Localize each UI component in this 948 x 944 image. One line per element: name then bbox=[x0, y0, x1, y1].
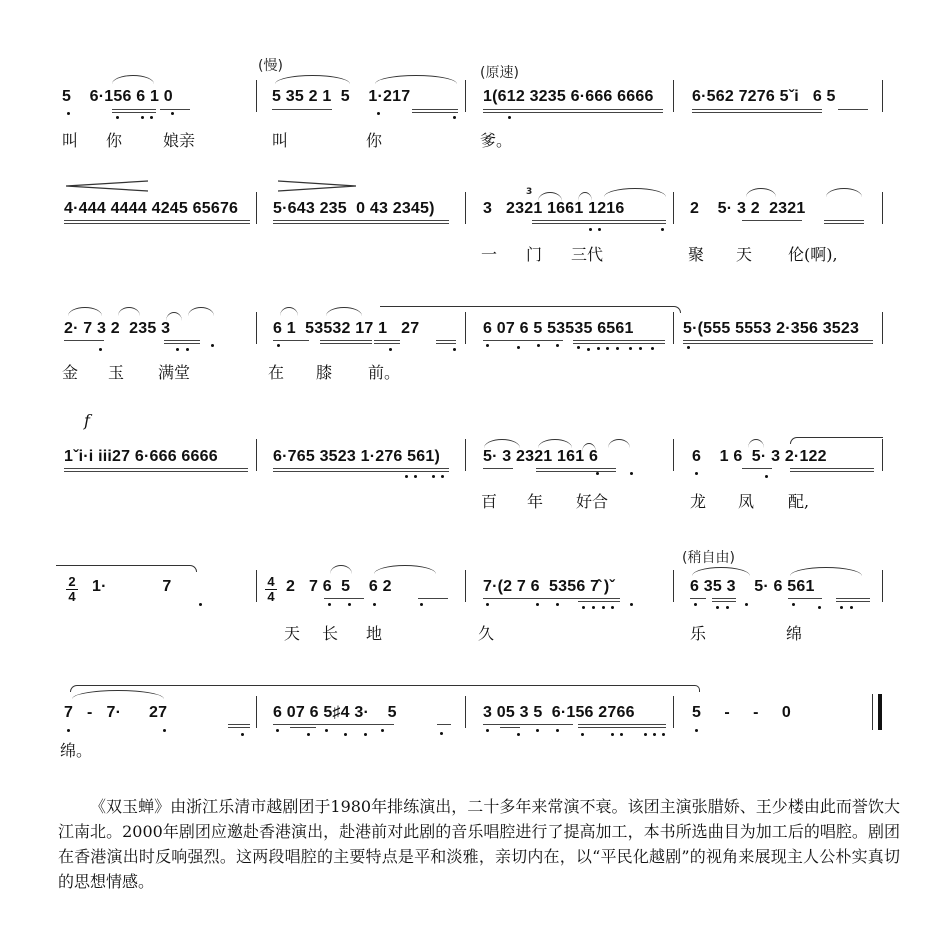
slur bbox=[746, 188, 776, 197]
measure-notes: 6·562 7276 5ˇi 6 5 bbox=[692, 88, 836, 105]
low-octave-dot bbox=[536, 729, 539, 732]
low-octave-dot bbox=[726, 606, 729, 609]
measure-notes: 1(612 3235 6·666 6666 bbox=[483, 88, 654, 105]
beam bbox=[290, 724, 316, 725]
crescendo-hairpin bbox=[66, 180, 150, 192]
lyric: 凤 bbox=[738, 492, 755, 511]
beam bbox=[578, 724, 666, 725]
low-octave-dot bbox=[199, 603, 202, 606]
lyric: 长 bbox=[322, 624, 339, 643]
low-octave-dot bbox=[150, 116, 153, 119]
barline bbox=[882, 80, 883, 112]
low-octave-dot bbox=[630, 472, 633, 475]
barline bbox=[882, 192, 883, 224]
low-octave-dot bbox=[486, 344, 489, 347]
low-octave-dot bbox=[389, 348, 392, 351]
measure-notes: 6·765 3523 1·276 561) bbox=[273, 448, 440, 465]
low-octave-dot bbox=[644, 733, 647, 736]
low-octave-dot bbox=[486, 729, 489, 732]
low-octave-dot bbox=[556, 344, 559, 347]
beam bbox=[683, 340, 873, 341]
low-octave-dot bbox=[695, 472, 698, 475]
beam bbox=[160, 109, 190, 110]
low-octave-dot bbox=[211, 344, 214, 347]
triplet-mark: 3 bbox=[526, 187, 533, 197]
measure-notes: 1· 7 bbox=[92, 578, 172, 595]
beam bbox=[838, 109, 868, 110]
commentary-paragraph bbox=[58, 794, 900, 894]
low-octave-dot bbox=[67, 112, 70, 115]
barline bbox=[256, 696, 257, 728]
beam bbox=[374, 340, 400, 341]
beam bbox=[436, 340, 456, 341]
lyric: 伦(啊), bbox=[788, 245, 838, 264]
low-octave-dot bbox=[630, 603, 633, 606]
low-octave-dot bbox=[840, 606, 843, 609]
system-2 bbox=[0, 170, 948, 280]
low-octave-dot bbox=[687, 346, 690, 349]
measure-notes: 2 7 6 5 6 2 bbox=[286, 578, 392, 595]
low-octave-dot bbox=[344, 733, 347, 736]
beam bbox=[64, 468, 248, 469]
low-octave-dot bbox=[241, 733, 244, 736]
slur bbox=[188, 307, 214, 316]
measure-notes: 2 5· 3 2 2321 bbox=[690, 200, 806, 217]
measure-notes: 6 35 3 5· 6 561 bbox=[690, 578, 815, 595]
slur bbox=[692, 567, 750, 576]
beam bbox=[320, 340, 372, 341]
lyric: 龙 bbox=[690, 492, 707, 511]
beam bbox=[64, 340, 104, 341]
tempo-mark-somewhat-free: (稍自由) bbox=[682, 550, 735, 566]
lyric: 金 bbox=[62, 363, 79, 382]
low-octave-dot bbox=[589, 228, 592, 231]
slur bbox=[748, 439, 764, 448]
lyric: 绵。 bbox=[60, 741, 93, 760]
low-octave-dot bbox=[508, 116, 511, 119]
barline bbox=[673, 80, 674, 112]
low-octave-dot bbox=[661, 228, 664, 231]
low-octave-dot bbox=[611, 733, 614, 736]
lyric: 叫 bbox=[62, 131, 79, 150]
barline bbox=[256, 80, 257, 112]
slur bbox=[604, 188, 666, 197]
beam bbox=[500, 724, 520, 725]
slur bbox=[275, 75, 350, 84]
beam bbox=[272, 109, 332, 110]
lyric: 乐 bbox=[690, 624, 707, 643]
beam bbox=[412, 109, 458, 110]
low-octave-dot bbox=[276, 729, 279, 732]
low-octave-dot bbox=[745, 603, 748, 606]
low-octave-dot bbox=[141, 116, 144, 119]
decrescendo-hairpin bbox=[278, 180, 358, 192]
beam bbox=[836, 598, 870, 599]
system-3 bbox=[0, 290, 948, 400]
low-octave-dot bbox=[163, 729, 166, 732]
slur bbox=[112, 75, 154, 84]
beam bbox=[692, 109, 822, 110]
low-octave-dot bbox=[581, 733, 584, 736]
measure-notes: 6 07 6 5 53535 6561 bbox=[483, 320, 634, 337]
beam bbox=[790, 468, 874, 469]
beam bbox=[324, 598, 364, 599]
beam bbox=[164, 340, 200, 341]
measure-notes: 1ˇi·i iii27 6·666 6666 bbox=[64, 448, 218, 465]
low-octave-dot bbox=[629, 347, 632, 350]
beam bbox=[536, 468, 616, 469]
beam bbox=[273, 340, 309, 341]
lyric: 百 bbox=[481, 492, 498, 511]
tempo-mark-slow: (慢) bbox=[258, 58, 283, 74]
phrase-bracket bbox=[380, 306, 681, 313]
measure-notes: 6 1 53532 17 1 27 bbox=[273, 320, 420, 337]
low-octave-dot bbox=[592, 606, 595, 609]
slur bbox=[118, 307, 140, 316]
barline bbox=[256, 192, 257, 224]
beam bbox=[64, 220, 250, 221]
beam bbox=[573, 340, 665, 341]
beam bbox=[483, 598, 583, 599]
low-octave-dot bbox=[598, 228, 601, 231]
low-octave-dot bbox=[517, 733, 520, 736]
lyric: 久 bbox=[478, 624, 495, 643]
low-octave-dot bbox=[716, 606, 719, 609]
low-octave-dot bbox=[67, 729, 70, 732]
low-octave-dot bbox=[850, 606, 853, 609]
low-octave-dot bbox=[364, 733, 367, 736]
lyric: 三代 bbox=[571, 245, 604, 264]
low-octave-dot bbox=[602, 606, 605, 609]
low-octave-dot bbox=[577, 346, 580, 349]
lyric: 在 bbox=[268, 363, 285, 382]
measure-notes: 5 35 2 1 5 1·217 bbox=[272, 88, 411, 105]
low-octave-dot bbox=[277, 344, 280, 347]
beam bbox=[532, 220, 666, 221]
low-octave-dot bbox=[453, 348, 456, 351]
barline bbox=[882, 570, 883, 602]
low-octave-dot bbox=[536, 603, 539, 606]
low-octave-dot bbox=[597, 347, 600, 350]
final-double-barline bbox=[878, 694, 882, 730]
commentary-text: 《双玉蝉》由浙江乐清市越剧团于1980年排练演出，二十多年来常演不衰。该团主演张腊娇、王少楼由此而誉饮大江南北。2000年剧团应邀赴香港演出，赴港前对此剧的音乐唱腔进行了提高加工，本书所选曲目为加工后的唱腔。剧团在香港演出时反响强烈。这两段唱腔的主要特点是平和淡雅，亲切内在，以“平民化越剧”的视角来展现主人公朴实真切的思想情感。 bbox=[58, 797, 900, 891]
lyric: 满堂 bbox=[158, 363, 191, 382]
low-octave-dot bbox=[381, 729, 384, 732]
beam bbox=[742, 220, 802, 221]
phrase-bracket bbox=[790, 437, 883, 444]
low-octave-dot bbox=[377, 112, 380, 115]
beam bbox=[228, 724, 250, 725]
low-octave-dot bbox=[405, 475, 408, 478]
slur bbox=[790, 567, 862, 576]
measure-notes: 5 6·156 6 1 0 bbox=[62, 88, 173, 105]
low-octave-dot bbox=[486, 603, 489, 606]
barline bbox=[465, 192, 466, 224]
lyric: 天 bbox=[284, 624, 301, 643]
lyric: 前。 bbox=[368, 363, 401, 382]
measure-notes: 7 - 7· 27 bbox=[64, 704, 168, 721]
barline bbox=[673, 439, 674, 471]
time-signature-2-4: 2 4 bbox=[66, 576, 78, 603]
low-octave-dot bbox=[611, 606, 614, 609]
system-4 bbox=[0, 405, 948, 525]
system-5 bbox=[0, 535, 948, 650]
low-octave-dot bbox=[414, 475, 417, 478]
phrase-bracket bbox=[56, 565, 197, 572]
lyric: 配, bbox=[788, 492, 810, 511]
beam bbox=[112, 109, 156, 110]
lyric: 叫 bbox=[272, 131, 289, 150]
system-6 bbox=[0, 660, 948, 770]
low-octave-dot bbox=[616, 347, 619, 350]
lyric: 玉 bbox=[108, 363, 125, 382]
slur bbox=[375, 75, 457, 84]
beam bbox=[824, 220, 864, 221]
low-octave-dot bbox=[651, 347, 654, 350]
slur bbox=[826, 188, 862, 197]
tempo-mark-original-speed: (原速) bbox=[480, 65, 519, 81]
low-octave-dot bbox=[373, 603, 376, 606]
lyric: 膝 bbox=[316, 363, 333, 382]
barline bbox=[256, 439, 257, 471]
low-octave-dot bbox=[432, 475, 435, 478]
low-octave-dot bbox=[176, 348, 179, 351]
measure-notes: 4·444 4444 4245 65676 bbox=[64, 200, 239, 217]
lyric: 你 bbox=[106, 131, 123, 150]
slur bbox=[68, 307, 102, 316]
low-octave-dot bbox=[517, 346, 520, 349]
slur bbox=[280, 307, 298, 316]
low-octave-dot bbox=[620, 733, 623, 736]
lyric: 天 bbox=[736, 245, 753, 264]
beam bbox=[788, 598, 822, 599]
beam bbox=[437, 724, 451, 725]
barline bbox=[256, 312, 257, 344]
lyric: 年 bbox=[527, 492, 544, 511]
beam bbox=[418, 598, 448, 599]
barline bbox=[465, 696, 466, 728]
barline bbox=[465, 439, 466, 471]
lyric: 你 bbox=[366, 131, 383, 150]
measure-notes: 6 07 6 5♯4 3· 5 bbox=[273, 704, 397, 721]
lyric: 绵 bbox=[786, 624, 803, 643]
low-octave-dot bbox=[99, 348, 102, 351]
barline bbox=[673, 570, 674, 602]
beam bbox=[578, 598, 620, 599]
low-octave-dot bbox=[653, 733, 656, 736]
beam bbox=[742, 468, 772, 469]
measure-notes: 5· 3 2321 161 6 bbox=[483, 448, 599, 465]
slur bbox=[484, 439, 520, 448]
low-octave-dot bbox=[556, 729, 559, 732]
beam bbox=[483, 724, 573, 725]
barline bbox=[882, 439, 883, 471]
beam bbox=[273, 220, 449, 221]
measure-notes: 5·643 235 0 43 2345) bbox=[273, 200, 435, 217]
barline bbox=[673, 696, 674, 728]
low-octave-dot bbox=[453, 116, 456, 119]
barline bbox=[673, 312, 674, 344]
time-signature-4-4: 4 4 bbox=[265, 576, 277, 603]
low-octave-dot bbox=[307, 733, 310, 736]
measure-notes: 5 - - 0 bbox=[692, 704, 791, 721]
beam bbox=[483, 340, 563, 341]
barline bbox=[256, 570, 257, 602]
low-octave-dot bbox=[765, 475, 768, 478]
barline bbox=[465, 80, 466, 112]
slur bbox=[608, 439, 630, 448]
low-octave-dot bbox=[606, 347, 609, 350]
slur bbox=[374, 565, 436, 574]
barline bbox=[465, 570, 466, 602]
measure-notes: 2· 7 3 2 235 3 bbox=[64, 320, 171, 337]
measure-notes: 5·(555 5553 2·356 3523 bbox=[683, 320, 860, 337]
slur bbox=[538, 439, 572, 448]
low-octave-dot bbox=[582, 606, 585, 609]
beam bbox=[712, 598, 736, 599]
measure-notes: 3 05 3 5 6·156 2766 bbox=[483, 704, 635, 721]
low-octave-dot bbox=[587, 348, 590, 351]
low-octave-dot bbox=[662, 733, 665, 736]
measure-notes: 6 1 6 5· 3 2·122 bbox=[692, 448, 827, 465]
barline bbox=[673, 192, 674, 224]
lyric: 地 bbox=[366, 624, 383, 643]
lyric: 聚 bbox=[688, 245, 705, 264]
lyric: 好合 bbox=[576, 492, 609, 511]
forte-dynamic: f bbox=[84, 411, 90, 430]
measure-notes: 3 2321 1661 1216 bbox=[483, 200, 625, 217]
low-octave-dot bbox=[348, 603, 351, 606]
lyric: 爹。 bbox=[480, 131, 513, 150]
low-octave-dot bbox=[792, 603, 795, 606]
low-octave-dot bbox=[556, 603, 559, 606]
lyric: 娘亲 bbox=[163, 131, 196, 150]
system-1 bbox=[0, 50, 948, 160]
low-octave-dot bbox=[694, 603, 697, 606]
low-octave-dot bbox=[537, 344, 540, 347]
low-octave-dot bbox=[441, 475, 444, 478]
low-octave-dot bbox=[440, 732, 443, 735]
barline bbox=[882, 312, 883, 344]
barline bbox=[465, 312, 466, 344]
lyric: 门 bbox=[526, 245, 543, 264]
low-octave-dot bbox=[639, 347, 642, 350]
low-octave-dot bbox=[325, 729, 328, 732]
slur bbox=[330, 565, 352, 574]
beam bbox=[324, 724, 394, 725]
low-octave-dot bbox=[328, 603, 331, 606]
low-octave-dot bbox=[116, 116, 119, 119]
phrase-bracket bbox=[70, 685, 700, 692]
low-octave-dot bbox=[171, 112, 174, 115]
low-octave-dot bbox=[420, 603, 423, 606]
slur bbox=[326, 307, 362, 316]
beam bbox=[483, 468, 513, 469]
lyric: 一 bbox=[481, 245, 498, 264]
low-octave-dot bbox=[596, 472, 599, 475]
low-octave-dot bbox=[186, 348, 189, 351]
low-octave-dot bbox=[818, 606, 821, 609]
beam bbox=[273, 468, 449, 469]
measure-notes: 7·(2 7 6 5356 7̂ )ˇ bbox=[483, 578, 615, 595]
low-octave-dot bbox=[695, 729, 698, 732]
beam bbox=[483, 109, 663, 110]
beam bbox=[690, 598, 706, 599]
